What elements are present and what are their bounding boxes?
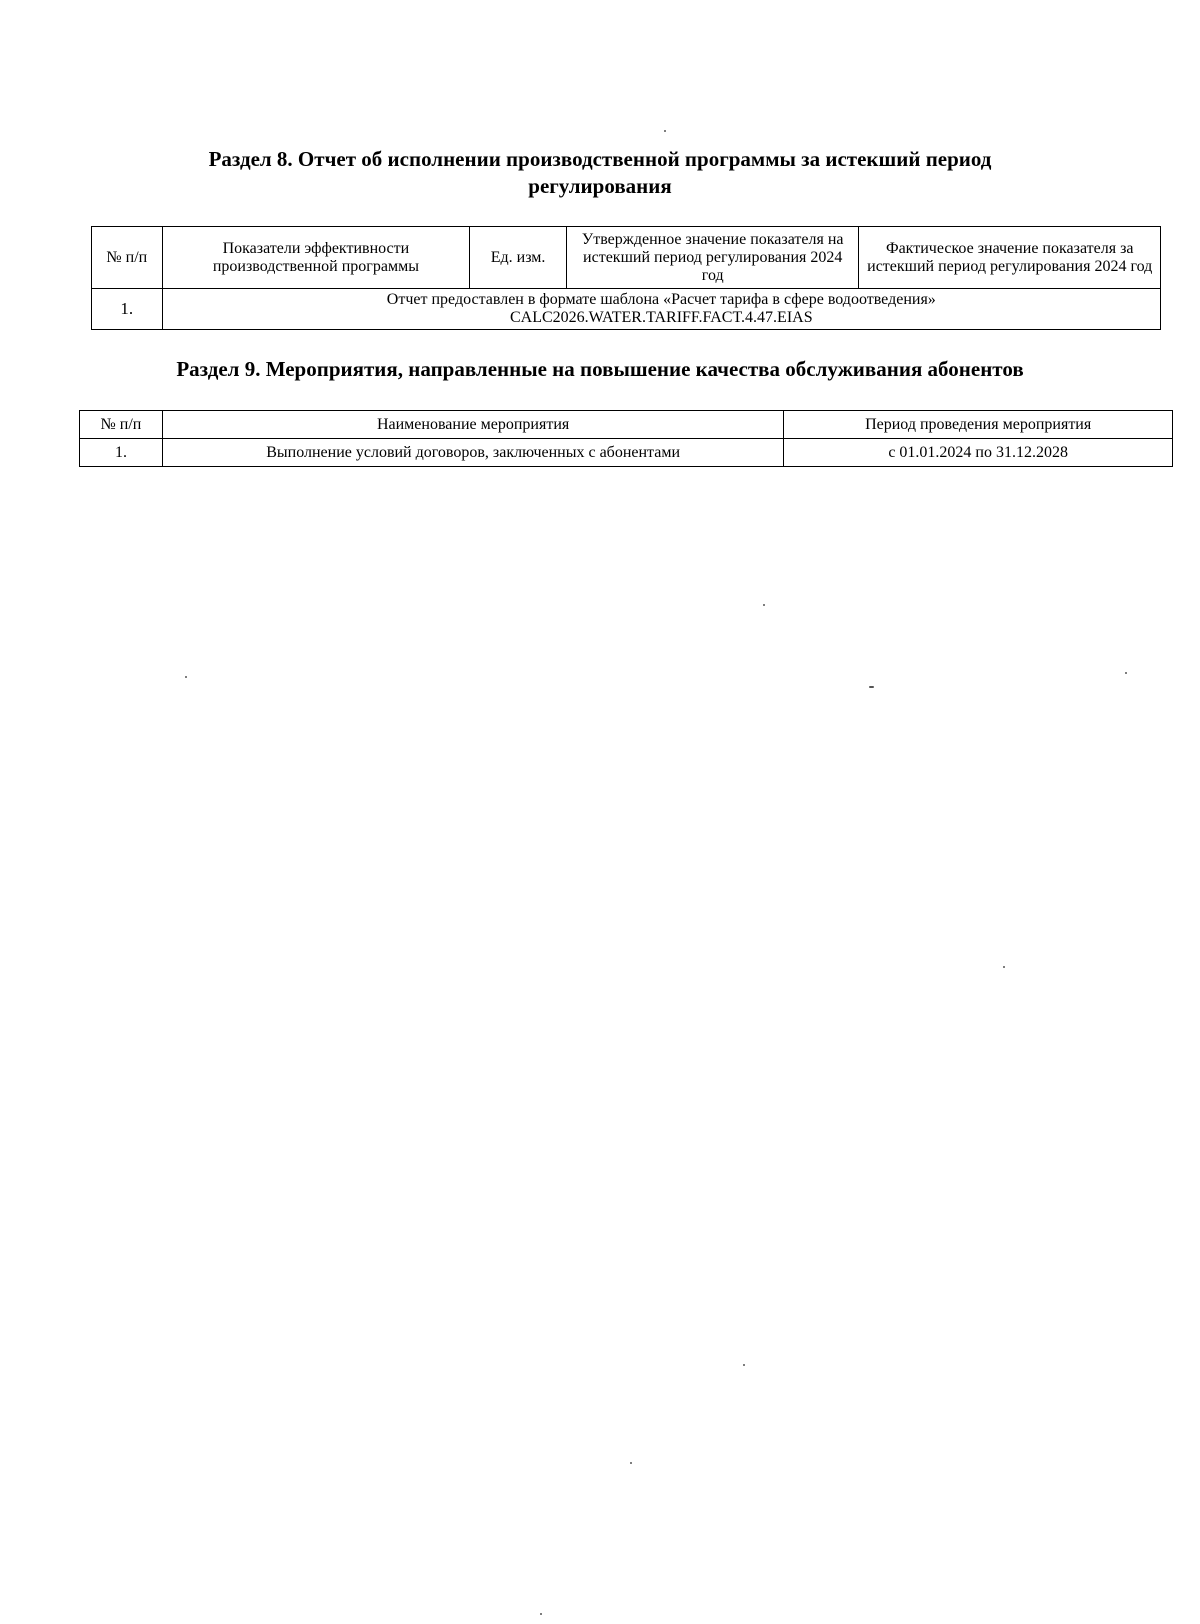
- section8-row-report-cell: [162, 289, 1160, 330]
- table-row: [80, 439, 1173, 467]
- section9-table: [79, 410, 1173, 467]
- scan-speck: [763, 604, 765, 606]
- scan-speck: [540, 1613, 542, 1615]
- section9-header-row: [80, 411, 1173, 439]
- section9-row-name: Выполнение условий договоров, заключенных с абонентами: [162, 439, 783, 467]
- section8-table: [91, 226, 1161, 330]
- section9-row-period: с 01.01.2024 по 31.12.2028: [784, 439, 1173, 467]
- section8-title: Раздел 8. Отчет об исполнении производственной программы за истекший период регулирования: [208, 147, 992, 198]
- scan-speck: [630, 1462, 632, 1464]
- section9-row-num: 1.: [80, 439, 163, 467]
- section8-header-approved: Утвержденное значение показателя на истекший период регулирования 2024 год: [566, 227, 858, 289]
- section8-report-text: Отчет предоставлен в формате шаблона «Расчет тарифа в сфере водоотведения»: [386, 291, 936, 308]
- section9-header-period: Период проведения мероприятия: [784, 411, 1173, 439]
- section8-report-template-code: CALC2026.WATER.TARIFF.FACT.4.47.EIAS: [509, 309, 813, 326]
- section9-header-name: Наименование мероприятия: [162, 411, 783, 439]
- table-row: [92, 289, 1161, 330]
- scan-speck: [185, 676, 187, 678]
- scan-speck: [869, 686, 874, 688]
- section8-header-actual: Фактическое значение показателя за истекший период регулирования 2024 год: [859, 227, 1161, 289]
- section8-row-num: 1.: [92, 289, 163, 330]
- scan-speck: [1003, 966, 1005, 968]
- scan-speck: [743, 1364, 745, 1366]
- section8-header-unit: Ед. изм.: [470, 227, 567, 289]
- section9-title: Раздел 9. Мероприятия, направленные на повышение качества обслуживания абонентов: [176, 357, 1024, 381]
- section8-header-row: [92, 227, 1161, 289]
- section8-header-num: № п/п: [92, 227, 163, 289]
- section8-header-indicator: Показатели эффективности производственной программы: [162, 227, 470, 289]
- scan-speck: [1125, 672, 1127, 674]
- section9-header-num: № п/п: [80, 411, 163, 439]
- scan-speck: [664, 130, 666, 132]
